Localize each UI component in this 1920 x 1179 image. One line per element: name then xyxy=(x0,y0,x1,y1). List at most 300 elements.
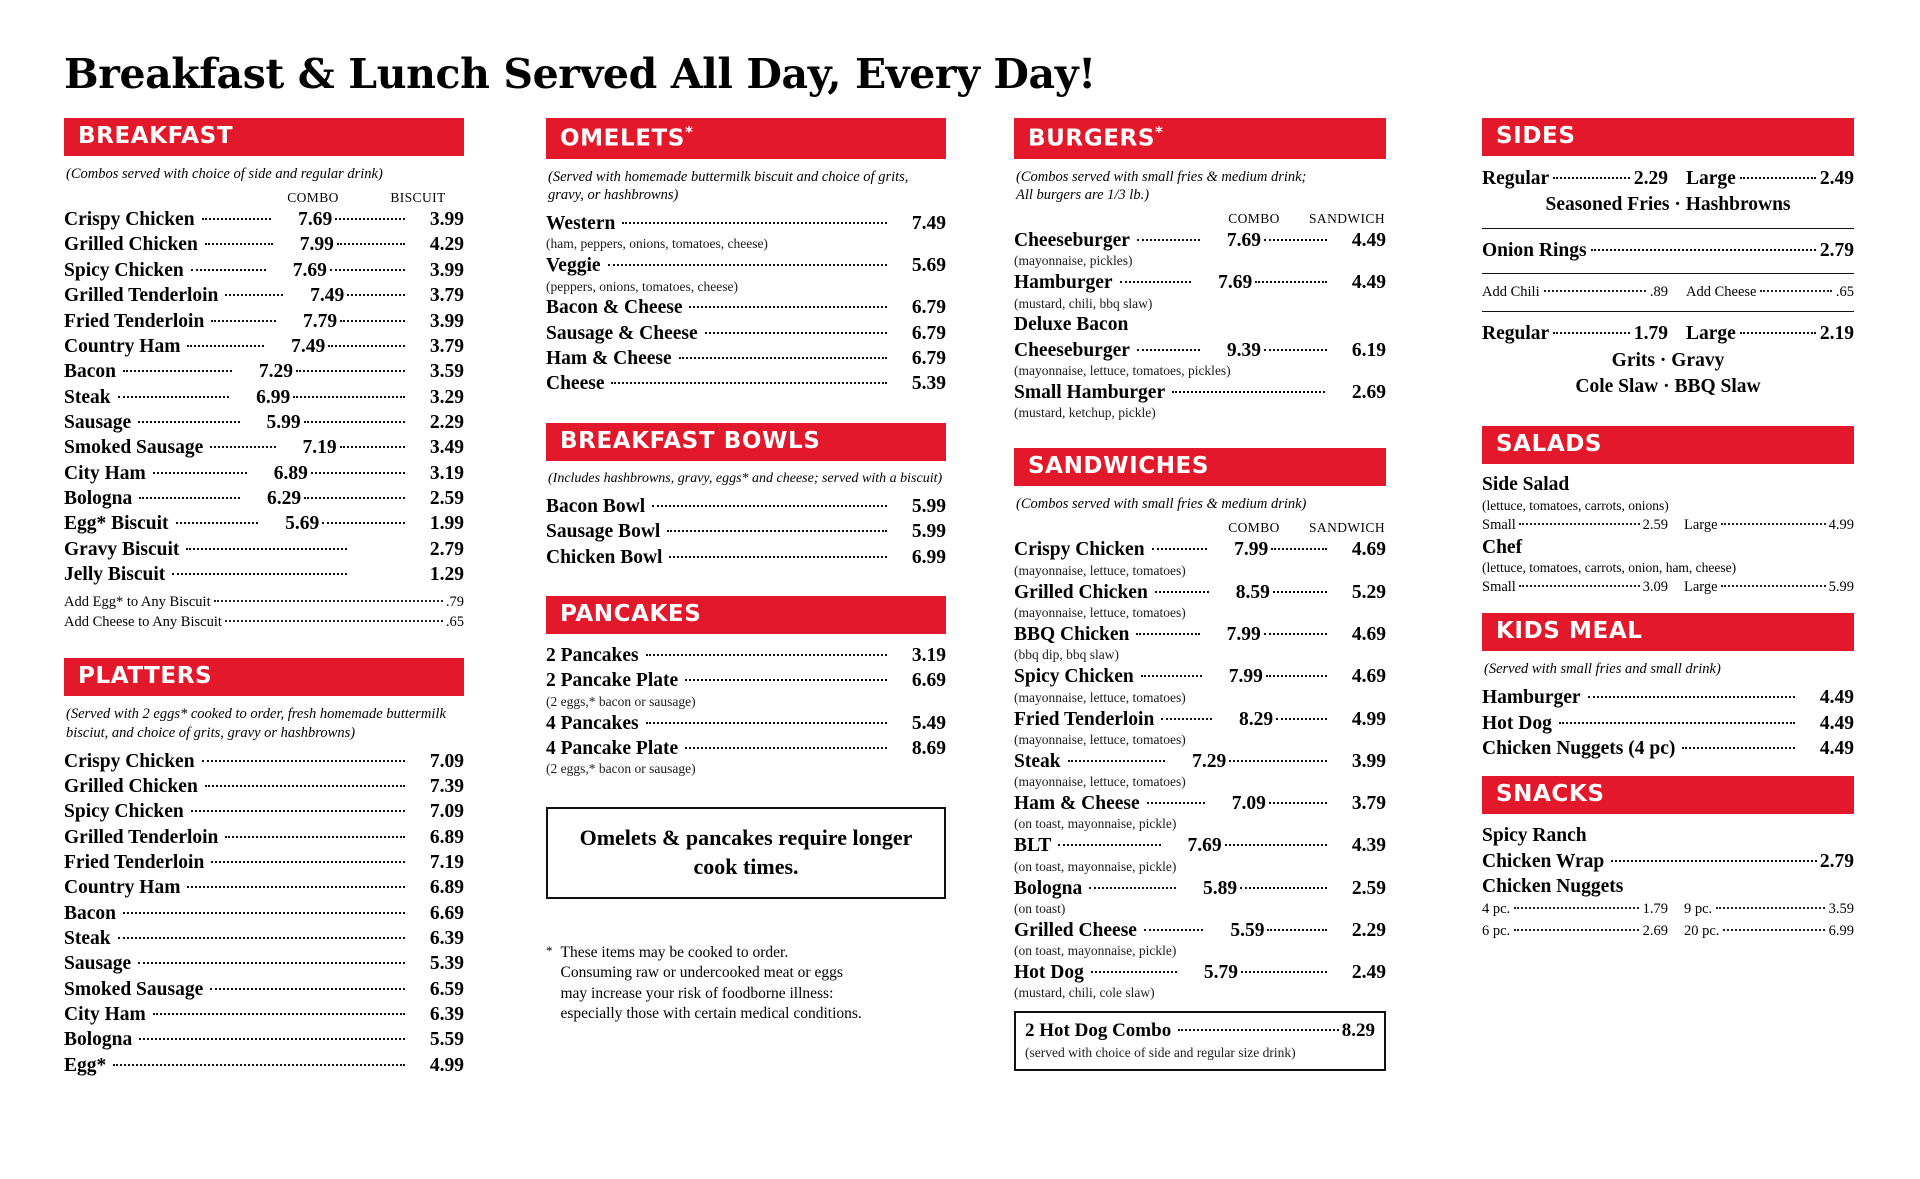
item-name: Ham & Cheese xyxy=(1014,793,1140,815)
breakfast-addon-list xyxy=(64,593,464,632)
burgers-item-list xyxy=(1014,228,1386,421)
sides-fries-large-price: 2.49 xyxy=(1819,168,1854,189)
item-name: Ham & Cheese xyxy=(546,348,672,370)
leader-dots xyxy=(191,810,405,812)
sides-grits-regular-label: Regular xyxy=(1482,323,1550,345)
sides-onion-rings-price: 2.79 xyxy=(1819,239,1854,261)
sides-grits-large-price: 2.19 xyxy=(1819,323,1854,345)
item-name: 4 Pancakes xyxy=(546,712,639,734)
sandwiches-column-headers xyxy=(1014,520,1386,536)
item-price-combo: 7.29 xyxy=(1192,750,1227,772)
section-title-salads: SALADS xyxy=(1496,431,1603,458)
item-price: 6.89 xyxy=(429,826,464,848)
leader-dots xyxy=(187,886,405,888)
footnote-line: These items may be cooked to order. xyxy=(560,944,789,962)
leader-dots xyxy=(1161,718,1212,720)
item-price-biscuit: 3.29 xyxy=(429,386,464,408)
leader-dots xyxy=(1740,177,1816,179)
leader-dots xyxy=(1155,591,1209,593)
leader-dots xyxy=(1089,887,1176,889)
item-price-biscuit: 2.79 xyxy=(429,538,464,560)
leader-dots xyxy=(1559,722,1795,724)
item-price-biscuit: 1.99 xyxy=(429,513,464,535)
item-description: (ham, peppers, onions, tomatoes, cheese) xyxy=(546,236,768,252)
item-price-combo: 5.79 xyxy=(1203,962,1238,984)
item-description: (mustard, chili, cole slaw) xyxy=(1014,985,1155,1001)
leader-dots xyxy=(1091,971,1177,973)
leader-dots xyxy=(225,294,283,296)
menu-row xyxy=(1014,749,1386,774)
burgers-col-combo: COMBO xyxy=(1228,210,1280,226)
sides-grits-regular xyxy=(1482,320,1668,347)
item-price-biscuit: 2.29 xyxy=(429,411,464,433)
item-description: (bbq dip, bbq slaw) xyxy=(1014,647,1119,663)
menu-row xyxy=(64,334,464,359)
item-name: Fried Tenderloin xyxy=(64,310,205,332)
item-price-biscuit: 3.59 xyxy=(429,361,465,383)
leader-dots xyxy=(1519,585,1640,587)
sides-fries-regular xyxy=(1482,165,1668,192)
item-price-combo: 2.69 xyxy=(1351,382,1386,404)
nugget-qty: 9 pc. xyxy=(1684,901,1713,918)
leader-dots xyxy=(1152,548,1208,550)
leader-dots xyxy=(118,396,230,398)
platters-note: (Served with 2 eggs* cooked to order, fresh homemade buttermilk bisciut, and choice of grits, gravy or hashbrowns) xyxy=(66,706,446,741)
sides-fries-large-label: Large xyxy=(1686,168,1736,189)
leader-dots xyxy=(685,679,887,681)
pancakes-item-list xyxy=(546,643,946,777)
item-price-sandwich: 6.19 xyxy=(1351,339,1387,361)
item-price: 4.99 xyxy=(429,1054,464,1076)
leader-dots xyxy=(202,218,272,220)
leader-dots xyxy=(337,243,405,245)
menu-row xyxy=(64,799,464,824)
item-price-combo: 7.69 xyxy=(1226,229,1261,251)
menu-row xyxy=(1014,270,1386,295)
sides-fries-regular-label: Regular xyxy=(1482,168,1550,189)
menu-row xyxy=(1014,338,1386,363)
item-price-biscuit: 3.79 xyxy=(429,285,464,307)
salad-large-price: 4.99 xyxy=(1828,516,1854,533)
item-price-combo: 7.49 xyxy=(291,335,326,357)
leader-dots xyxy=(211,320,276,322)
leader-dots xyxy=(113,1064,405,1066)
menu-row xyxy=(64,537,464,562)
nugget-price: 6.99 xyxy=(1828,923,1854,940)
salad-small xyxy=(1482,577,1668,598)
leader-dots xyxy=(1544,290,1646,292)
section-title-snacks: SNACKS xyxy=(1496,781,1605,808)
menu-row xyxy=(64,774,464,799)
leader-dots xyxy=(191,269,266,271)
cook-time-text: Omelets & pancakes require longer cook times. xyxy=(579,825,913,879)
item-price-combo: 7.99 xyxy=(1228,666,1263,688)
item-description: (mayonnaise, lettuce, tomatoes, pickles) xyxy=(1014,363,1231,379)
leader-dots xyxy=(138,421,239,423)
sandwiches-col-sandwich: SANDWICH xyxy=(1309,520,1385,536)
item-price-combo: 6.89 xyxy=(273,462,308,484)
sides-grits-names-2: Cole Slaw · BBQ Slaw xyxy=(1575,375,1761,397)
section-title-bowls: BREAKFAST BOWLS xyxy=(560,427,821,454)
item-price-combo: 5.99 xyxy=(266,411,301,433)
item-name: Bacon xyxy=(64,361,117,383)
snack-nuggets-label: Chicken Nuggets xyxy=(1482,876,1624,898)
section-header-pancakes xyxy=(546,596,946,634)
menu-row xyxy=(1014,537,1386,562)
item-price-biscuit: 3.79 xyxy=(429,335,464,357)
item-name: Grilled Tenderloin xyxy=(64,826,219,848)
menu-row xyxy=(546,321,946,346)
section-title-breakfast: BREAKFAST xyxy=(78,123,234,149)
salad-size-row xyxy=(1482,515,1854,536)
section-header-breakfast xyxy=(64,118,464,156)
item-price: 7.49 xyxy=(911,212,946,234)
leader-dots xyxy=(1225,844,1327,846)
item-price-biscuit: 2.59 xyxy=(429,487,464,509)
leader-dots xyxy=(304,497,405,499)
menu-row xyxy=(64,207,464,232)
menu-row xyxy=(546,519,946,544)
breakfast-note: (Combos served with choice of side and regular drink) xyxy=(66,166,383,182)
section-title-sandwiches: SANDWICHES xyxy=(1028,453,1210,480)
leader-dots xyxy=(1682,747,1795,749)
nugget-qty: 4 pc. xyxy=(1482,901,1511,918)
sides-addons-row xyxy=(1482,282,1854,302)
snack-wrap-row xyxy=(1482,849,1854,874)
item-price: 5.99 xyxy=(911,521,946,543)
section-header-salads xyxy=(1482,426,1854,464)
leader-dots xyxy=(1723,929,1824,931)
leader-dots xyxy=(1276,718,1327,720)
leader-dots xyxy=(139,497,240,499)
leader-dots xyxy=(322,522,405,524)
menu-row xyxy=(546,211,946,236)
item-price-sandwich: 2.59 xyxy=(1351,877,1386,899)
leader-dots xyxy=(611,382,887,384)
hot-dog-combo-price: 8.29 xyxy=(1341,1020,1375,1042)
menu-row xyxy=(1014,580,1386,605)
item-price-combo: 6.29 xyxy=(267,487,302,509)
leader-dots xyxy=(1266,675,1327,677)
leader-dots xyxy=(1264,239,1327,241)
item-name: Chicken Bowl xyxy=(546,546,663,568)
leader-dots xyxy=(186,548,347,550)
salad-large-label: Large xyxy=(1684,516,1718,533)
item-price-sandwich: 4.69 xyxy=(1351,623,1386,645)
column-breakfast-platters xyxy=(64,118,464,1078)
item-name: Sausage xyxy=(64,411,132,433)
item-name: Smoked Sausage xyxy=(64,978,204,1000)
leader-dots xyxy=(1255,281,1327,283)
item-price-combo: 7.69 xyxy=(298,209,333,231)
sides-onion-rings-row xyxy=(1482,237,1854,264)
item-name: Spicy Chicken xyxy=(64,259,184,281)
leader-dots xyxy=(311,472,405,474)
hot-dog-combo-sub: (served with choice of side and regular size drink) xyxy=(1025,1045,1296,1061)
item-price: 7.09 xyxy=(429,801,464,823)
item-name: Spicy Chicken xyxy=(64,801,184,823)
section-title-kids: KIDS MEAL xyxy=(1496,618,1643,645)
menu-row xyxy=(1482,685,1854,710)
item-price-sandwich: 4.69 xyxy=(1351,666,1387,688)
item-price: 5.39 xyxy=(429,953,464,975)
snack-wrap-name-line1: Spicy Ranch xyxy=(1482,825,1587,847)
menu-row xyxy=(546,643,946,668)
breakfast-item-list xyxy=(64,207,464,587)
menu-row xyxy=(64,258,464,283)
item-price-combo: 7.69 xyxy=(1218,272,1253,294)
item-name: Steak xyxy=(64,386,111,408)
leader-dots xyxy=(176,522,259,524)
leader-dots xyxy=(667,530,887,532)
item-name: Gravy Biscuit xyxy=(64,538,180,560)
item-description: (mayonnaise, lettuce, tomatoes) xyxy=(1014,562,1186,578)
divider xyxy=(1482,228,1854,229)
leader-dots xyxy=(1611,860,1817,862)
item-price: 5.39 xyxy=(911,373,946,395)
item-name: Hot Dog xyxy=(1482,712,1552,734)
leader-dots xyxy=(646,722,887,724)
salad-description: (lettuce, tomatoes, carrots, onion, ham, cheese) xyxy=(1482,560,1737,576)
item-name: Hamburger xyxy=(1482,687,1581,709)
item-description: (mustard, chili, bbq slaw) xyxy=(1014,295,1153,311)
item-name: Country Ham xyxy=(64,335,181,357)
sides-grits-large xyxy=(1668,320,1854,347)
item-price: 6.39 xyxy=(429,1004,464,1026)
snack-nuggets-list xyxy=(1482,899,1854,943)
item-name: Crispy Chicken xyxy=(64,209,195,231)
sides-addon-chili-label: Add Chili xyxy=(1482,283,1540,300)
hot-dog-combo-row xyxy=(1025,1019,1375,1044)
item-name: 2 Pancake Plate xyxy=(546,670,679,692)
leader-dots xyxy=(225,836,405,838)
salad-large-label: Large xyxy=(1684,579,1718,596)
section-header-sides xyxy=(1482,118,1854,156)
section-title-omelets: OMELETS xyxy=(560,125,685,152)
menu-row xyxy=(64,901,464,926)
item-name: Egg* xyxy=(64,1054,107,1076)
item-name: City Ham xyxy=(64,462,146,484)
item-price-combo: 8.59 xyxy=(1235,581,1270,603)
column-sides-salads-kids-snacks xyxy=(1482,118,1854,943)
item-price: 6.39 xyxy=(429,928,464,950)
omelets-asterisk: * xyxy=(684,123,694,141)
leader-dots xyxy=(679,357,887,359)
item-description: (mayonnaise, lettuce, tomatoes) xyxy=(1014,731,1186,747)
menu-row xyxy=(64,1053,464,1078)
addon-price: .79 xyxy=(445,594,464,611)
salad-small-label: Small xyxy=(1482,579,1516,596)
sides-fries-regular-price: 2.29 xyxy=(1633,168,1668,189)
item-price-combo: 5.69 xyxy=(285,513,320,535)
addon-name: Add Egg* to Any Biscuit xyxy=(64,594,211,611)
cook-time-notice xyxy=(546,807,946,899)
item-price-combo: 7.49 xyxy=(310,285,345,307)
item-description: (on toast, mayonnaise, pickle) xyxy=(1014,816,1177,832)
menu-row xyxy=(1014,918,1386,943)
item-name: Western xyxy=(546,212,616,234)
menu-row xyxy=(64,1027,464,1052)
salad-large xyxy=(1668,577,1854,598)
sides-grits-names-1: Grits · Gravy xyxy=(1611,349,1725,371)
footnote-asterisk: * xyxy=(546,943,553,959)
item-name: Grilled Chicken xyxy=(1014,581,1148,603)
menu-row xyxy=(546,371,946,396)
item-price-biscuit: 4.29 xyxy=(429,234,465,256)
menu-row xyxy=(64,511,464,536)
leader-dots xyxy=(669,556,887,558)
leader-dots xyxy=(347,294,405,296)
footnote-lines xyxy=(561,943,862,1024)
menu-row xyxy=(64,486,464,511)
leader-dots xyxy=(138,962,405,964)
item-name: Chicken Nuggets (4 pc) xyxy=(1482,738,1676,760)
item-price-combo: 8.29 xyxy=(1239,708,1274,730)
leader-dots xyxy=(705,332,887,334)
nugget-qty: 6 pc. xyxy=(1482,923,1511,940)
item-price-combo: 9.39 xyxy=(1226,339,1261,361)
menu-row xyxy=(546,346,946,371)
footnote-line: especially those with certain medical conditions. xyxy=(560,1004,862,1022)
item-price-biscuit: 3.99 xyxy=(429,259,465,281)
leader-dots xyxy=(210,988,405,990)
menu-row xyxy=(546,736,946,761)
sides-fries-price-row xyxy=(1482,165,1854,192)
item-price: 5.49 xyxy=(911,712,946,734)
leader-dots xyxy=(1264,633,1327,635)
menu-row xyxy=(64,977,464,1002)
breakfast-col-combo: COMBO xyxy=(287,190,339,206)
item-price: 6.79 xyxy=(911,322,946,344)
item-name: BLT xyxy=(1014,835,1052,857)
salads-item-list xyxy=(1482,473,1854,598)
leader-dots xyxy=(225,620,443,622)
item-name: Country Ham xyxy=(64,877,181,899)
leader-dots xyxy=(1514,907,1638,909)
nugget-price: 2.69 xyxy=(1642,923,1668,940)
breakfast-col-biscuit: BISCUIT xyxy=(390,190,446,206)
leader-dots xyxy=(1273,591,1327,593)
menu-row xyxy=(64,410,464,435)
leader-dots xyxy=(205,785,405,787)
salad-large-price: 5.99 xyxy=(1828,579,1854,596)
leader-dots xyxy=(118,937,405,939)
leader-dots xyxy=(1588,696,1795,698)
item-price-sandwich: 5.29 xyxy=(1351,581,1387,603)
menu-row xyxy=(64,309,464,334)
item-name: Cheeseburger xyxy=(1014,229,1130,251)
item-price: 6.59 xyxy=(429,978,464,1000)
item-description: (mustard, ketchup, pickle) xyxy=(1014,405,1156,421)
item-name: Smoked Sausage xyxy=(64,437,204,459)
item-price: 4.49 xyxy=(1819,712,1854,734)
item-price-sandwich: 2.29 xyxy=(1351,919,1386,941)
item-price-combo: 7.19 xyxy=(302,437,337,459)
snack-wrap-name-line2: Chicken Wrap xyxy=(1482,850,1605,872)
item-name: Egg* Biscuit xyxy=(64,513,169,535)
menu-row xyxy=(546,545,946,570)
sides-grits-large-label: Large xyxy=(1686,323,1736,345)
leader-dots xyxy=(1267,929,1327,931)
item-name: Grilled Tenderloin xyxy=(64,285,219,307)
salad-small-price: 3.09 xyxy=(1642,579,1668,596)
health-footnote xyxy=(546,943,946,1024)
item-description: (mayonnaise, lettuce, tomatoes) xyxy=(1014,605,1186,621)
leader-dots xyxy=(1058,844,1160,846)
item-price: 6.79 xyxy=(911,348,946,370)
menu-columns xyxy=(46,118,1874,1078)
item-name: Fried Tenderloin xyxy=(1014,708,1155,730)
menu-row xyxy=(64,232,464,257)
salad-description: (lettuce, tomatoes, carrots, onions) xyxy=(1482,497,1669,513)
leader-dots xyxy=(153,472,247,474)
item-price-sandwich: 4.49 xyxy=(1351,229,1387,251)
sides-onion-rings xyxy=(1482,237,1854,264)
menu-row xyxy=(1014,380,1386,405)
item-price: 4.49 xyxy=(1819,687,1854,709)
nugget-price: 3.59 xyxy=(1828,901,1854,918)
leader-dots xyxy=(1264,349,1327,351)
item-price-sandwich: 3.79 xyxy=(1351,793,1387,815)
menu-row xyxy=(546,668,946,693)
leader-dots xyxy=(689,306,887,308)
item-description: (2 eggs,* bacon or sausage) xyxy=(546,761,696,777)
menu-row xyxy=(1482,711,1854,736)
breakfast-column-headers xyxy=(64,190,464,206)
sides-addon-cheese-price: .65 xyxy=(1835,283,1854,300)
addon-name: Add Cheese to Any Biscuit xyxy=(64,613,222,630)
item-price-biscuit: 1.29 xyxy=(429,563,464,585)
item-price-combo: 7.69 xyxy=(292,259,327,281)
burgers-note-line2: All burgers are 1/3 lb.) xyxy=(1016,186,1150,203)
leader-dots xyxy=(1760,290,1831,292)
salad-small-label: Small xyxy=(1482,516,1516,533)
leader-dots xyxy=(328,345,405,347)
sides-grits-price-row xyxy=(1482,320,1854,347)
leader-dots xyxy=(330,269,405,271)
menu-row xyxy=(64,850,464,875)
menu-row xyxy=(64,562,464,587)
sandwiches-item-list xyxy=(1014,537,1386,1001)
item-price: 3.19 xyxy=(911,644,946,666)
menu-row xyxy=(64,461,464,486)
item-name: Steak xyxy=(64,928,111,950)
leader-dots xyxy=(1141,675,1202,677)
footnote-line: may increase your risk of foodborne illness: xyxy=(560,984,834,1002)
item-description: (peppers, onions, tomatoes, cheese) xyxy=(546,278,738,294)
item-price-combo: 7.99 xyxy=(1234,539,1269,561)
column-omelets-pancakes xyxy=(546,118,946,1024)
section-header-sandwiches xyxy=(1014,448,1386,486)
section-header-snacks xyxy=(1482,776,1854,814)
item-description: (on toast, mayonnaise, pickle) xyxy=(1014,858,1177,874)
leader-dots xyxy=(1144,929,1204,931)
sandwiches-note: (Combos served with small fries & medium drink) xyxy=(1016,496,1307,513)
item-price-biscuit: 3.99 xyxy=(429,310,464,332)
item-price-biscuit: 3.99 xyxy=(429,209,464,231)
item-name: Bologna xyxy=(64,1029,133,1051)
divider xyxy=(1482,311,1854,312)
salad-small xyxy=(1482,515,1668,536)
leader-dots xyxy=(1553,332,1630,334)
section-header-platters xyxy=(64,658,464,696)
leader-dots xyxy=(202,760,405,762)
menu-row xyxy=(546,295,946,320)
item-price-sandwich: 4.39 xyxy=(1351,835,1387,857)
leader-dots xyxy=(1514,929,1638,931)
section-title-sides: SIDES xyxy=(1496,123,1576,149)
section-title-pancakes: PANCAKES xyxy=(560,600,702,627)
